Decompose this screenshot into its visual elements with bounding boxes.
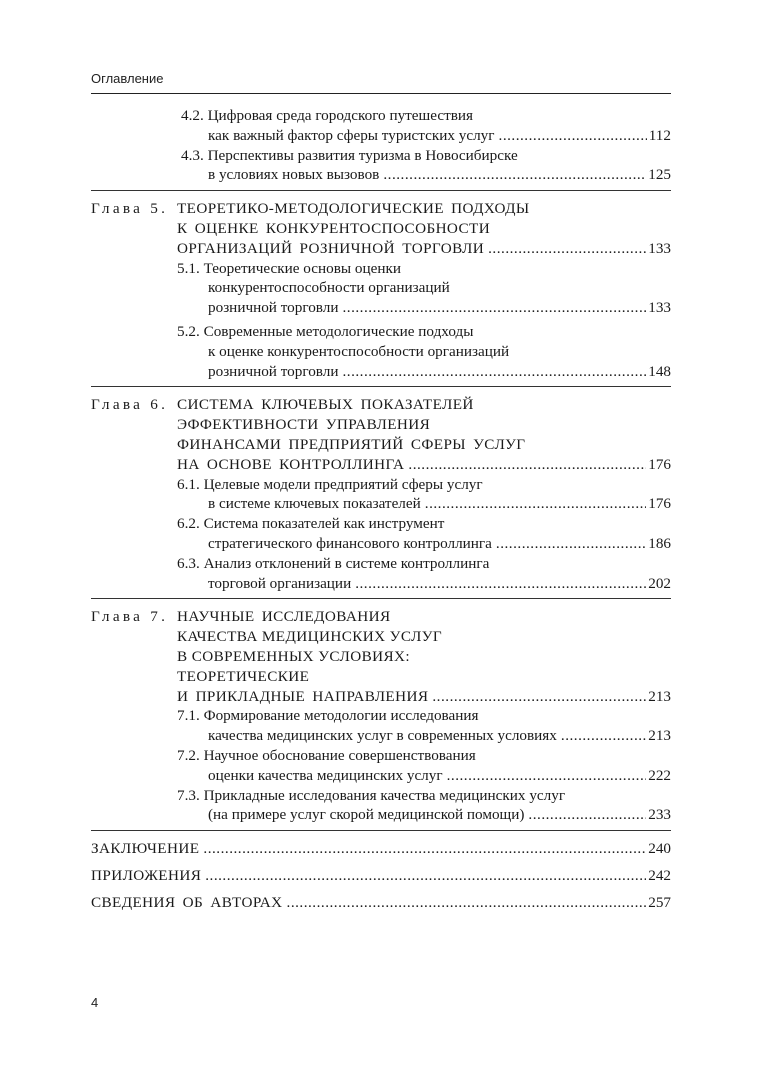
toc-section-4-2 [91, 106, 671, 126]
toc-section-5-2-title: 5.2. Современные методологические подходы [177, 322, 474, 340]
back-appendices-page: 242 [648, 866, 671, 884]
dot-leader [561, 726, 646, 746]
chapter-5-page: 133 [648, 239, 671, 257]
toc-entry-7-3-page: 233 [648, 806, 671, 824]
back-conclusion-page: 240 [648, 840, 671, 858]
chapter-7-title-5: И ПРИКЛАДНЫЕ НАПРАВЛЕНИЯ [177, 687, 429, 705]
chapter-separator [91, 598, 671, 599]
toc-section-5-2-cont-1: к оценке конкурентоспособности организаций [208, 342, 510, 360]
dot-leader [342, 298, 646, 318]
toc-entry-6-3[interactable] [91, 574, 671, 594]
toc-back-conclusion[interactable] [91, 839, 671, 859]
chapter-7-title-2: КАЧЕСТВА МЕДИЦИНСКИХ УСЛУГ [177, 628, 443, 646]
toc-entry-7-2-cont: оценки качества медицинских услуг [208, 766, 443, 784]
toc-section-5-1-title: 5.1. Теоретические основы оценки [177, 259, 401, 277]
dot-leader [447, 766, 647, 786]
toc-entry-6-3-cont: торговой организации [208, 574, 352, 592]
chapter-6-title-2: ЭФФЕКТИВНОСТИ УПРАВЛЕНИЯ [177, 416, 431, 434]
toc-section-5-2 [91, 322, 671, 342]
toc-entry-6-2-page: 186 [648, 534, 671, 552]
toc-section-6-3 [91, 554, 671, 574]
toc-entry-6-1-page: 176 [648, 495, 671, 513]
toc-entry-7-1[interactable] [91, 726, 671, 746]
toc-section-4-3 [91, 146, 671, 166]
running-head: Оглавление [91, 71, 164, 86]
toc-section-7-1 [91, 706, 671, 726]
toc-section-7-2 [91, 746, 671, 766]
toc-chapter-6-line-2 [91, 415, 671, 435]
dot-leader [432, 687, 646, 707]
toc-entry-5-2-cont-2: розничной торговли [208, 362, 339, 380]
toc-section-6-1-title: 6.1. Целевые модели предприятий сферы услуг [177, 475, 483, 493]
chapter-5-title-3: ОРГАНИЗАЦИЙ РОЗНИЧНОЙ ТОРГОВЛИ [177, 239, 485, 257]
dot-leader [355, 574, 646, 594]
toc-section-7-3-title: 7.3. Прикладные исследования качества медицинских услуг [177, 786, 566, 804]
toc-chapter-5-line-2 [91, 219, 671, 239]
header-rule [91, 93, 671, 94]
toc-entry-7-1-cont: качества медицинских услуг в современных условиях [208, 727, 557, 745]
toc-entry-6-2-cont: стратегического финансового контроллинга [208, 534, 492, 552]
toc-section-7-1-title: 7.1. Формирование методологии исследования [177, 707, 479, 725]
toc-chapter-7-line-2 [91, 627, 671, 647]
toc-entry-7-2[interactable] [91, 766, 671, 786]
back-authors-title: СВЕДЕНИЯ ОБ АВТОРАХ [91, 893, 283, 911]
toc-entry-7-2-page: 222 [648, 766, 671, 784]
toc-chapter-7-line-5[interactable] [91, 687, 671, 707]
toc-entry-7-3[interactable] [91, 805, 671, 825]
chapter-5-title-2: К ОЦЕНКЕ КОНКУРЕНТОСПОСОБНОСТИ [177, 219, 491, 237]
dot-leader [499, 126, 647, 146]
chapter-5-label: Глава 5. [91, 200, 169, 218]
toc-entry-4-2[interactable] [91, 126, 671, 146]
toc-chapter-6-line-4[interactable] [91, 455, 671, 475]
dot-leader [203, 839, 646, 859]
toc-chapter-6[interactable] [91, 395, 671, 415]
chapter-separator [91, 830, 671, 831]
dot-leader [528, 805, 646, 825]
dot-leader [342, 362, 646, 382]
toc-chapter-5-line-3[interactable] [91, 239, 671, 259]
toc-entry-4-2-page: 112 [648, 126, 671, 144]
toc-entry-6-1-cont: в системе ключевых показателей [208, 495, 421, 513]
toc-entry-5-1[interactable] [91, 298, 671, 318]
toc-section-5-1-line-2 [91, 278, 671, 298]
toc-section-5-2-line-2 [91, 342, 671, 362]
toc-entry-6-3-page: 202 [648, 574, 671, 592]
toc-entry-5-1-cont-2: розничной торговли [208, 299, 339, 317]
toc-section-6-1 [91, 475, 671, 495]
chapter-7-title-3: В СОВРЕМЕННЫХ УСЛОВИЯХ: [177, 647, 410, 665]
chapter-6-title-4: НА ОСНОВЕ КОНТРОЛЛИНГА [177, 455, 405, 473]
back-appendices-title: ПРИЛОЖЕНИЯ [91, 866, 202, 884]
dot-leader [496, 534, 646, 554]
chapter-6-page: 176 [648, 455, 671, 473]
chapter-7-title-1: НАУЧНЫЕ ИССЛЕДОВАНИЯ [177, 608, 391, 626]
dot-leader [205, 866, 646, 886]
chapter-separator [91, 190, 671, 191]
dot-leader [488, 239, 646, 259]
chapter-7-label: Глава 7. [91, 608, 169, 626]
toc-section-7-3 [91, 786, 671, 806]
toc-section-4-3-title: 4.3. Перспективы развития туризма в Новосибирске [181, 146, 518, 164]
toc-section-6-2-title: 6.2. Система показателей как инструмент [177, 515, 445, 533]
toc-entry-6-1[interactable] [91, 494, 671, 514]
dot-leader [425, 494, 646, 514]
toc-back-appendices[interactable] [91, 866, 671, 886]
toc-chapter-6-line-3 [91, 435, 671, 455]
chapter-6-title-1: СИСТЕМА КЛЮЧЕВЫХ ПОКАЗАТЕЛЕЙ [177, 396, 474, 414]
toc-entry-6-2[interactable] [91, 534, 671, 554]
chapter-6-label: Глава 6. [91, 396, 169, 414]
dot-leader [287, 893, 647, 913]
back-conclusion-title: ЗАКЛЮЧЕНИЕ [91, 840, 200, 858]
toc-chapter-7-line-3 [91, 647, 671, 667]
dot-leader [383, 165, 646, 185]
toc-section-4-2-title: 4.2. Цифровая среда городского путешествия [181, 107, 474, 124]
toc-section-5-1 [91, 259, 671, 279]
toc-entry-5-2[interactable] [91, 362, 671, 382]
toc-entry-4-3-page: 125 [648, 166, 671, 184]
page-number: 4 [91, 995, 99, 1010]
back-authors-page: 257 [648, 893, 671, 911]
toc-entry-7-1-page: 213 [648, 727, 671, 745]
toc-entry-7-3-cont: (на примере услуг скорой медицинской помощи) [208, 806, 525, 824]
toc-chapter-7-line-4 [91, 667, 671, 687]
toc-back-authors[interactable] [91, 893, 671, 913]
toc-entry-5-2-page: 148 [648, 362, 671, 380]
toc-section-5-1-cont-1: конкурентоспособности организаций [208, 279, 450, 297]
toc-entry-4-3-cont: в условиях новых вызовов [208, 166, 380, 184]
toc-section-7-2-title: 7.2. Научное обоснование совершенствования [177, 746, 476, 764]
dot-leader [408, 455, 646, 475]
toc-entry-4-3[interactable] [91, 165, 671, 185]
chapter-5-title-1: ТЕОРЕТИКО-МЕТОДОЛОГИЧЕСКИЕ ПОДХОДЫ [177, 200, 530, 218]
toc-entry-5-1-page: 133 [648, 299, 671, 317]
toc-chapter-7[interactable] [91, 607, 671, 627]
chapter-6-title-3: ФИНАНСАМИ ПРЕДПРИЯТИЙ СФЕРЫ УСЛУГ [177, 435, 526, 453]
table-of-contents [91, 106, 671, 912]
toc-section-6-3-title: 6.3. Анализ отклонений в системе контроллинга [177, 554, 490, 572]
chapter-separator [91, 386, 671, 387]
chapter-7-page: 213 [648, 687, 671, 705]
chapter-7-title-4: ТЕОРЕТИЧЕСКИЕ [177, 667, 310, 685]
toc-chapter-5[interactable] [91, 199, 671, 219]
toc-entry-4-2-cont: как важный фактор сферы туристских услуг [208, 126, 495, 144]
toc-section-6-2 [91, 514, 671, 534]
